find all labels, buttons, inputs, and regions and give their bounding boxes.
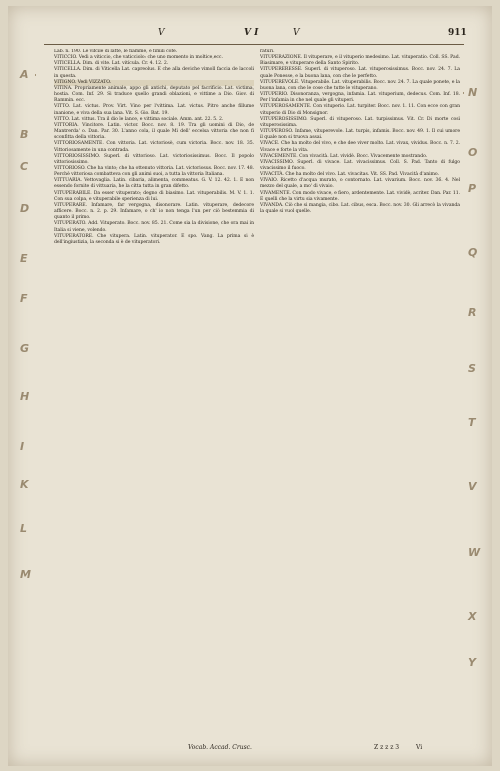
header-rule xyxy=(44,44,464,45)
margin-annotation: K xyxy=(20,478,29,491)
dictionary-entry: VITTO. Lat. vittus. Tra il dio le lance, e vittima sociale. Amm. ant. 22. 5. 2. xyxy=(54,116,224,122)
margin-annotation: W xyxy=(468,546,481,559)
margin-annotation: P xyxy=(468,182,477,195)
dictionary-entry: Lab. n. 190. Le vifcile di latte, le fiamme, e fimili cofe. xyxy=(54,49,178,54)
dictionary-entry: VITINA. Propriamente animale, appo gli antichi, deputato pel facrificio. Lat. victima, hostia. Com. Inf. 29. Si traduce quello grandi oblazioni, e vittime a Dio. Giov. di Rammin. ecc. xyxy=(54,85,254,104)
margin-annotation: R xyxy=(468,306,477,319)
dictionary-entry: VIVACITÀ. Che ha molto del vivo. Lat. vivacitas. Vit. SS. Pad. Vivacità d'animo. xyxy=(260,172,439,178)
dictionary-entry: VITICCIO. Vedi a viticcio, che vaticciolo: che uno momento in moltice,ecc. xyxy=(54,55,223,61)
dictionary-entry: VIVAMENTE. Con modo vivace, e fiero, ardentemente. Lat. vividè, acriter. Dan. Par. 11. E quelli che la virtu sia vivamente. xyxy=(260,190,460,202)
dictionary-entry: VITUPEROSISSIMO. Superl. di vituperoso. Lat. turpissimus. Vit. Cr. Di morte così vituperosissima. xyxy=(260,116,460,128)
header-left-signature: V xyxy=(158,28,165,38)
dictionary-entry: VITTORIOSISSIMO. Superl. di vittorioso. Lat. victoriosissimus. Bocc. Il popolo vittoriosissimo. xyxy=(54,153,254,165)
margin-annotation: B xyxy=(20,128,29,141)
margin-annotation: A xyxy=(20,68,29,81)
dictionary-entry: VIVANDA. Ciò che si mangia, cibo. Lat. cibus, esca. Bocc. nov. 30. Gli arrecò la vivanda la quale si vuol quelle. xyxy=(260,202,460,215)
footer-title: Vocab. Accad. Crusc. xyxy=(188,744,252,751)
dictionary-entry-highlighted: VITIGNO. Vedi VIZZATO. xyxy=(54,80,254,86)
margin-annotation: G xyxy=(20,342,30,355)
margin-annotation: O xyxy=(468,146,478,159)
dictionary-entry: VITUPERARE. Infamare, far vergogna, disonorare. Latin. vituperare, dedecore afficere. Bocc. n. 2. p. 29. Infamare, o ch' io non tenga l'un per ciò bestemmia di quanto il primo. xyxy=(54,202,254,221)
margin-annotation: X xyxy=(468,610,477,623)
margin-annotation: E xyxy=(20,252,28,265)
right-column xyxy=(260,49,460,739)
dictionary-entry: VITTUARIA. Vettovaglia. Latin. cibaria, alimenta, commeatus. G. V. 12. 42. 1. E non essendo fornite di vittuaria, he la citta tutta in gran difetto. xyxy=(54,178,254,190)
dictionary-entry: VIVACE. Che ha molto del vivo, e che dee viver molto. Lat. vivax, vividus. Bocc. n. 7. 2. Vivace e forte la vita. xyxy=(260,141,460,153)
margin-annotation: F xyxy=(20,292,28,305)
dictionary-entry: raturi. xyxy=(260,49,275,54)
dictionary-entry: VIVACEMENTE. Con vivacità. Lat. vividè. Bocc. Vivacemente mostrando. xyxy=(260,153,428,159)
header-middle: V I xyxy=(244,28,259,38)
margin-annotation: H xyxy=(20,390,30,403)
dictionary-entry: VITUPERIO. Disonoranza, vergogna, infamia. Lat. vituperium, dedecus. Com. Inf. 18. Per l'infamia in che nel quale gli vituperi. xyxy=(260,92,460,104)
margin-annotation: Y xyxy=(468,656,476,669)
dictionary-entry: VITUPERAZIONE. Il vituperare, e il vituperio medesimo. Lat. vituperatio. Coll. SS. Pad. Biasimare, e vituperare della Santo Spirito. xyxy=(260,55,460,67)
dictionary-entry: VITUPEROSAMENTE. Con vituperio. Lat. turpiter. Bocc. nov. 1. 11. Con ecce con gran vituperio di Dio di Monsignor. xyxy=(260,104,460,116)
footer-signature: Z z z z 3 xyxy=(374,744,400,751)
dictionary-entry: VITUPERATORE. Che vitupera. Latin. vituperator. E spo. Vang. La prima si è dell'ingiustizia, la seconda si è de vituperatori. xyxy=(54,233,254,245)
dictionary-entry: VIVACISSIMO. Superl. di vivace. Lat. vivacissimus. Coll. S. Pad. Tanto di fulgo vivacissimo il fuoco. xyxy=(260,159,460,171)
margin-annotation: I xyxy=(20,440,25,453)
margin-annotation: S xyxy=(468,362,476,375)
dictionary-entry: VITTORIOSAMENTE. Con vittoria. Lat. victoriosè, cum victoria. Bocc. nov. 18. 35. Vittoriosamente in una contrada. xyxy=(54,141,254,153)
dictionary-entry: VITUPEROSO. Infame, vituperevole. Lat. turpis, infamis. Bocc. nov. 49. 1. Il cui umore il quale non si truova assai. xyxy=(260,129,460,141)
margin-annotation: V xyxy=(468,480,477,493)
dictionary-entry: VITUPEREVOLE. Vituperabile. Lat. vituperabilis. Bocc. nov. 24. 7. La quale ponete, e la buona lana, con che le cose che tutte le vituperano. xyxy=(260,79,460,91)
dictionary-entry: VITICELLA. Dim. di vite. Lat. vitícula. Cr. 4. 12. 2. xyxy=(54,61,169,67)
margin-mark xyxy=(463,92,464,94)
margin-annotation: D xyxy=(20,202,30,215)
margin-annotation: L xyxy=(20,522,28,535)
dictionary-entry: VITTO. Lat. victus. Prov. Virt. Vino per l'vittima. Lat. victus. Pitro anche fillume inanione, e viva della sua lana. Vit. S. Gio. Bat. 19. xyxy=(54,104,254,116)
dictionary-entry: VITICELLA. Dim. di Viticella Lat. capreolus. E che alla deviche vimoll faccia de laccoli in questa. xyxy=(54,67,254,79)
page-number: 911 xyxy=(448,28,467,38)
margin-annotation: T xyxy=(468,416,476,429)
margin-mark xyxy=(35,74,36,76)
page-footer xyxy=(8,744,492,756)
book-page xyxy=(8,6,492,766)
dictionary-entry: VITUPERERESSE. Superl. di vituperoso. Lat. vituperosissimus. Bocc. nov. 24. 7. La quale Ponesse, e la buona lana, con che le perfetto. xyxy=(260,67,460,79)
footer-catchword: Vi xyxy=(416,744,423,751)
left-column xyxy=(54,49,254,739)
dictionary-entry: VITUPERATO. Add. Vituperato. Bocc. nov. 85. 21. Come sia la divisione, che ora mai in Italia si viene, volendo. xyxy=(54,221,254,233)
dictionary-entry: VITUPERABILE. Da esser vituperato; degno di biasimo. Lat. vituperabilis. M. V. 1. 1. Con sua colpa, e vituperabile sperienza di lui. xyxy=(54,190,254,202)
dictionary-entry: VITTORIOSO. Che ha vinto; che ha ottenuto vittoria. Lat. victoriosus. Bocc. nov. 17. 48. Perchè vittoriosa combatteva con gli animi suoi, a tutta la vittoria Italiana. xyxy=(54,165,254,178)
header-right-signature: V xyxy=(293,28,300,38)
margin-annotation: Q xyxy=(468,246,478,259)
margin-annotation: C xyxy=(20,160,29,173)
page-header xyxy=(8,28,492,42)
margin-annotation: M xyxy=(20,568,31,581)
margin-annotation: N xyxy=(468,86,478,99)
dictionary-entry: VITTORIA. Vincitore. Latin. victor. Bocc. nov. 8. 19. Tra gli uomini di Dio, de Mantrerda' o. Dan. Par. 30. L'anno cola, il quale Mi dell' eccelsa vittoria che non fi sconfitta della vittoria. xyxy=(54,122,254,141)
dictionary-entry: VIVAIO. Ricetto d'acqua murato, o contornato. Lat. vivarium. Bocc. nov. 36. 4. Nel mezzo del quale, a mo' di vivaio. xyxy=(260,178,460,190)
